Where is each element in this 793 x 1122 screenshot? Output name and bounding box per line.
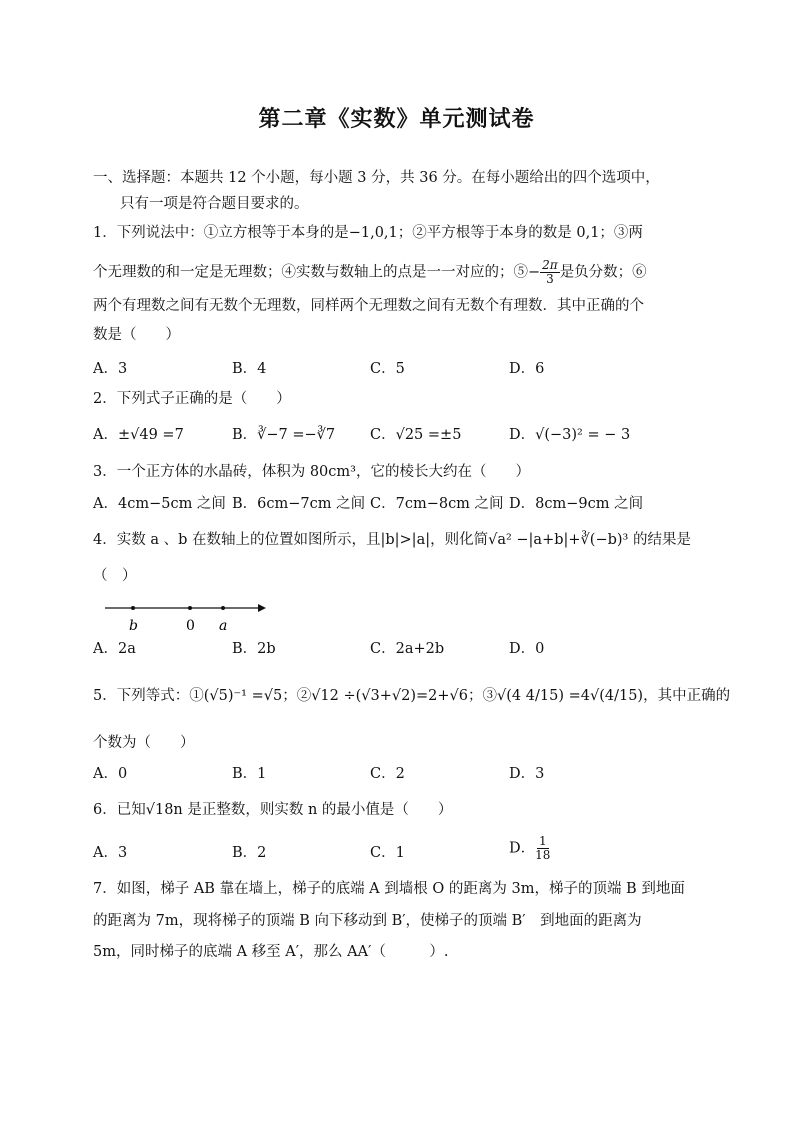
q4-option-d: D．0 xyxy=(509,641,545,657)
q2-option-d: D．√(−3)² = − 3 xyxy=(509,427,631,443)
section-heading-cont: 只有一项是符合题目要求的。 xyxy=(120,196,309,212)
number-line-figure xyxy=(100,598,270,638)
label-b: b xyxy=(129,618,138,634)
q7-line2: 的距离为 7m，现将梯子的顶端 B 向下移动到 B′，使梯子的顶端 B′ 到地面的距离为 xyxy=(93,913,642,929)
q1-option-d: D．6 xyxy=(509,361,545,377)
q1-line1: 1．下列说法中：①立方根等于本身的是−1,0,1；②平方根等于本身的数是 0,1；③两 xyxy=(93,225,643,241)
q1-option-c: C．5 xyxy=(370,361,405,377)
q3-option-c: C．7cm−8cm 之间 xyxy=(370,496,504,512)
fraction-1-18: $\frac{1}{18}$ xyxy=(535,834,551,862)
fraction-2pi-3: $\frac{2\pi}{3}$ xyxy=(542,258,558,286)
q6-option-d: D． $\frac{1}{18}$ xyxy=(509,834,551,862)
q2-stem: 2．下列式子正确的是（ ） xyxy=(93,391,291,407)
q4-paren: （ ） xyxy=(93,568,137,584)
q5-option-d: D．3 xyxy=(509,766,545,782)
q2-option-b: B．∛−7 =−∛7 xyxy=(232,427,336,443)
q1-line3: 两个有理数之间有无数个无理数，同样两个无理数之间有无数个有理数．其中正确的个 xyxy=(93,298,644,314)
point-b xyxy=(131,606,135,610)
page-title: 第二章《实数》单元测试卷 xyxy=(258,106,535,132)
q5-option-a: A．0 xyxy=(93,766,128,782)
q5-stem: 5．下列等式：①(√5)⁻¹ =√5；②√12 ÷(√3+√2)=2+√6；③√(4 4/15) =4√(4/15)，其中正确的 xyxy=(93,688,731,704)
q6-option-b: B．2 xyxy=(232,845,267,861)
q2-option-a: A．±√49 =7 xyxy=(93,427,184,443)
q3-option-b: B．6cm−7cm 之间 xyxy=(232,496,366,512)
q4-option-c: C．2a+2b xyxy=(370,641,445,657)
arrow-head-icon xyxy=(258,604,266,612)
q3-stem: 3．一个正方体的水晶砖，体积为 80cm³，它的棱长大约在（ ） xyxy=(93,464,530,480)
q2-option-c: C．√25 =±5 xyxy=(370,427,462,443)
section-heading: 一、选择题：本题共 12 个小题，每小题 3 分，共 36 分。在每小题给出的四个选项中， xyxy=(93,170,660,186)
q5-stem-cont: 个数为（ ） xyxy=(93,735,195,751)
q6-stem: 6．已知√18n 是正整数，则实数 n 的最小值是（ ） xyxy=(93,802,453,818)
q6-option-c: C．1 xyxy=(370,845,405,861)
label-0: 0 xyxy=(186,618,195,634)
q5-option-b: B．1 xyxy=(232,766,267,782)
q1-option-b: B．4 xyxy=(232,361,267,377)
point-0 xyxy=(188,606,192,610)
q4-option-b: B．2b xyxy=(232,641,276,657)
q3-option-d: D．8cm−9cm 之间 xyxy=(509,496,644,512)
q5-option-c: C．2 xyxy=(370,766,405,782)
q1-option-a: A．3 xyxy=(93,361,128,377)
q1-line2: 个无理数的和一定是无理数；④实数与数轴上的点是一一对应的；⑤− $\frac{2\pi}{3}$ 是负分数；⑥ xyxy=(93,258,647,286)
point-a xyxy=(221,606,225,610)
q7-line3: 5m，同时梯子的底端 A 移至 A′，那么 AA′（ ）. xyxy=(93,944,449,960)
q7-line1: 7．如图，梯子 AB 靠在墙上，梯子的底端 A 到墙根 O 的距离为 3m，梯子的顶端 B 到地面 xyxy=(93,881,685,897)
q1-line4: 数是（ ） xyxy=(93,327,180,343)
q4-option-a: A．2a xyxy=(93,641,136,657)
q6-option-a: A．3 xyxy=(93,845,128,861)
q4-stem: 4．实数 a 、b 在数轴上的位置如图所示，且|b|>|a|，则化简√a² −|a+b|+∛(−b)³ 的结果是 xyxy=(93,532,691,548)
q3-option-a: A．4cm−5cm 之间 xyxy=(93,496,226,512)
label-a: a xyxy=(219,618,228,634)
